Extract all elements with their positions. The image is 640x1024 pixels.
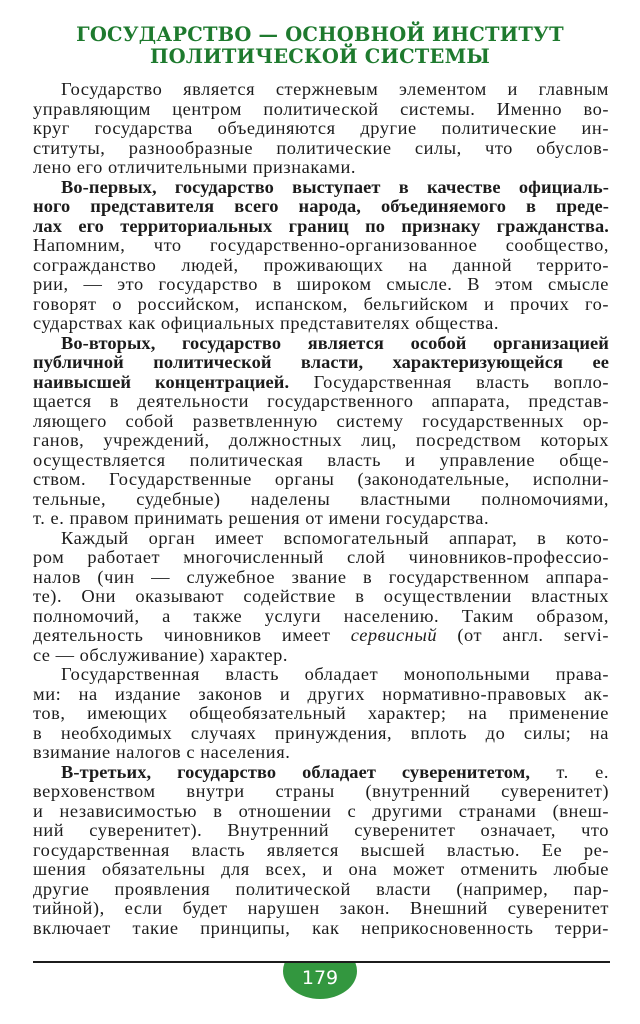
text-line: круг государства объединяются другие политические ин-	[33, 119, 609, 138]
italic-word: сервисный	[350, 626, 438, 645]
text-line: рии, — это государство в широком смысле. В этом смысле	[33, 275, 609, 294]
text-phrase: т. е.	[556, 762, 609, 782]
paragraph-1	[33, 80, 609, 178]
text-line: Государство является стержневым элементом и главным	[61, 80, 609, 99]
bold-text-line: ного представителя всего народа, объединяемого в преде-	[33, 197, 609, 216]
text-line: в необходимых случаях принуждения, вплоть до силы; на	[33, 723, 609, 743]
text-line: Напомним, что государственно-организованное сообщество,	[33, 236, 609, 255]
bold-text-line: лах его территориальных границ по признаку гражданства.	[33, 216, 609, 236]
paragraph-5	[33, 665, 609, 763]
text-line: говорят о российском, испанском, бельгийском и прочих го-	[33, 294, 609, 314]
text-line: щается в деятельности государственного аппарата, представ-	[33, 392, 609, 411]
paragraph-3	[33, 334, 609, 529]
section-title-line-1: ГОСУДАРСТВО — ОСНОВНОЙ ИНСТИТУТ	[76, 23, 564, 46]
text-line: осуществляется политическая власть и управление обще-	[33, 450, 609, 470]
section-title-line-2: ПОЛИТИЧЕСКОЙ СИСТЕМЫ	[150, 45, 490, 68]
text-line: другие проявления политической власти (например, пар-	[33, 879, 609, 899]
page-number: 179	[301, 967, 339, 989]
text-line: ний суверенитет). Внутренний суверенитет означает, что	[33, 821, 609, 840]
text-line: ром работает многочисленный слой чиновников-профессио-	[33, 548, 609, 567]
text-line: шения обязательны для всех, и она может отменить любые	[33, 860, 609, 879]
text-line: тийной), если будет нарушен закон. Внешний суверенитет	[33, 899, 609, 918]
text-line: те). Они оказывают содействие в осуществлении властных	[33, 587, 609, 606]
text-line: лено его отличительными признаками.	[33, 158, 356, 177]
text-line: ми: на издание законов и других нормативно-правовых ак-	[33, 684, 609, 704]
mixed-text-line	[33, 373, 609, 393]
text-line: тов, имеющих общеобязательный характер; на применение	[33, 704, 609, 723]
page-number-badge	[283, 963, 357, 999]
bold-text-line: Во-первых, государство выступает в качестве официаль-	[61, 177, 609, 197]
text-line: взимание налогов с населения.	[33, 743, 291, 762]
text-phrase: (от англ. servi-	[457, 626, 609, 645]
text-line: ляющего собой разветвленную систему государственных ор-	[33, 411, 609, 431]
text-line: полномочий, а также услуги населению. Таким образом,	[33, 606, 609, 626]
text-line: ституты, разнообразные политические силы, что обуслов-	[33, 138, 609, 158]
text-line: и независимостью в отношении с другими странами (внеш-	[33, 801, 609, 821]
text-phrase: Государственная власть вопло-	[313, 372, 609, 392]
bold-phrase: В-третьих, государство обладает суверенитетом,	[61, 762, 531, 782]
text-line: управляющим центром политической системы. Именно во-	[33, 99, 609, 119]
text-line: согражданство людей, проживающих на данной террито-	[33, 255, 609, 275]
body-text	[33, 80, 609, 938]
text-line: ством. Государственные органы (законодательные, исполни-	[33, 470, 609, 489]
bold-phrase: наивысшей концентрацией.	[33, 372, 290, 392]
bold-text-line: Во-вторых, государство является особой организацией	[61, 333, 609, 353]
section-title	[30, 24, 610, 68]
paragraph-6	[33, 763, 609, 939]
text-line: Государственная власть обладает монопольными права-	[61, 665, 609, 684]
mixed-text-line	[33, 626, 609, 646]
text-line: государственная власть является высшей властью. Ее ре-	[33, 840, 609, 860]
mixed-text-line	[33, 763, 609, 783]
text-phrase: деятельность чиновников имеет	[33, 626, 331, 645]
text-line: ce — обслуживание) характер.	[33, 645, 289, 665]
text-line: Каждый орган имеет вспомогательный аппарат, в кото-	[61, 528, 609, 548]
paragraph-4	[33, 529, 609, 666]
text-line: налов (чин — служебное звание в государственном аппара-	[33, 567, 609, 587]
text-line: т. е. правом принимать решения от имени государства.	[33, 509, 490, 528]
text-line: включает такие принципы, как неприкосновенность терри-	[33, 918, 609, 938]
text-line: сударствах как официальных представителях общества.	[33, 314, 499, 333]
text-line: верховенством внутри страны (внутренний суверенитет)	[33, 782, 609, 801]
text-line: ганов, учреждений, должностных лиц, посредством которых	[33, 431, 609, 450]
bold-text-line: публичной политической власти, характеризующейся ее	[33, 353, 609, 372]
paragraph-2	[33, 178, 609, 334]
text-line: тельные, судебные) наделены властными полномочиями,	[33, 489, 609, 509]
